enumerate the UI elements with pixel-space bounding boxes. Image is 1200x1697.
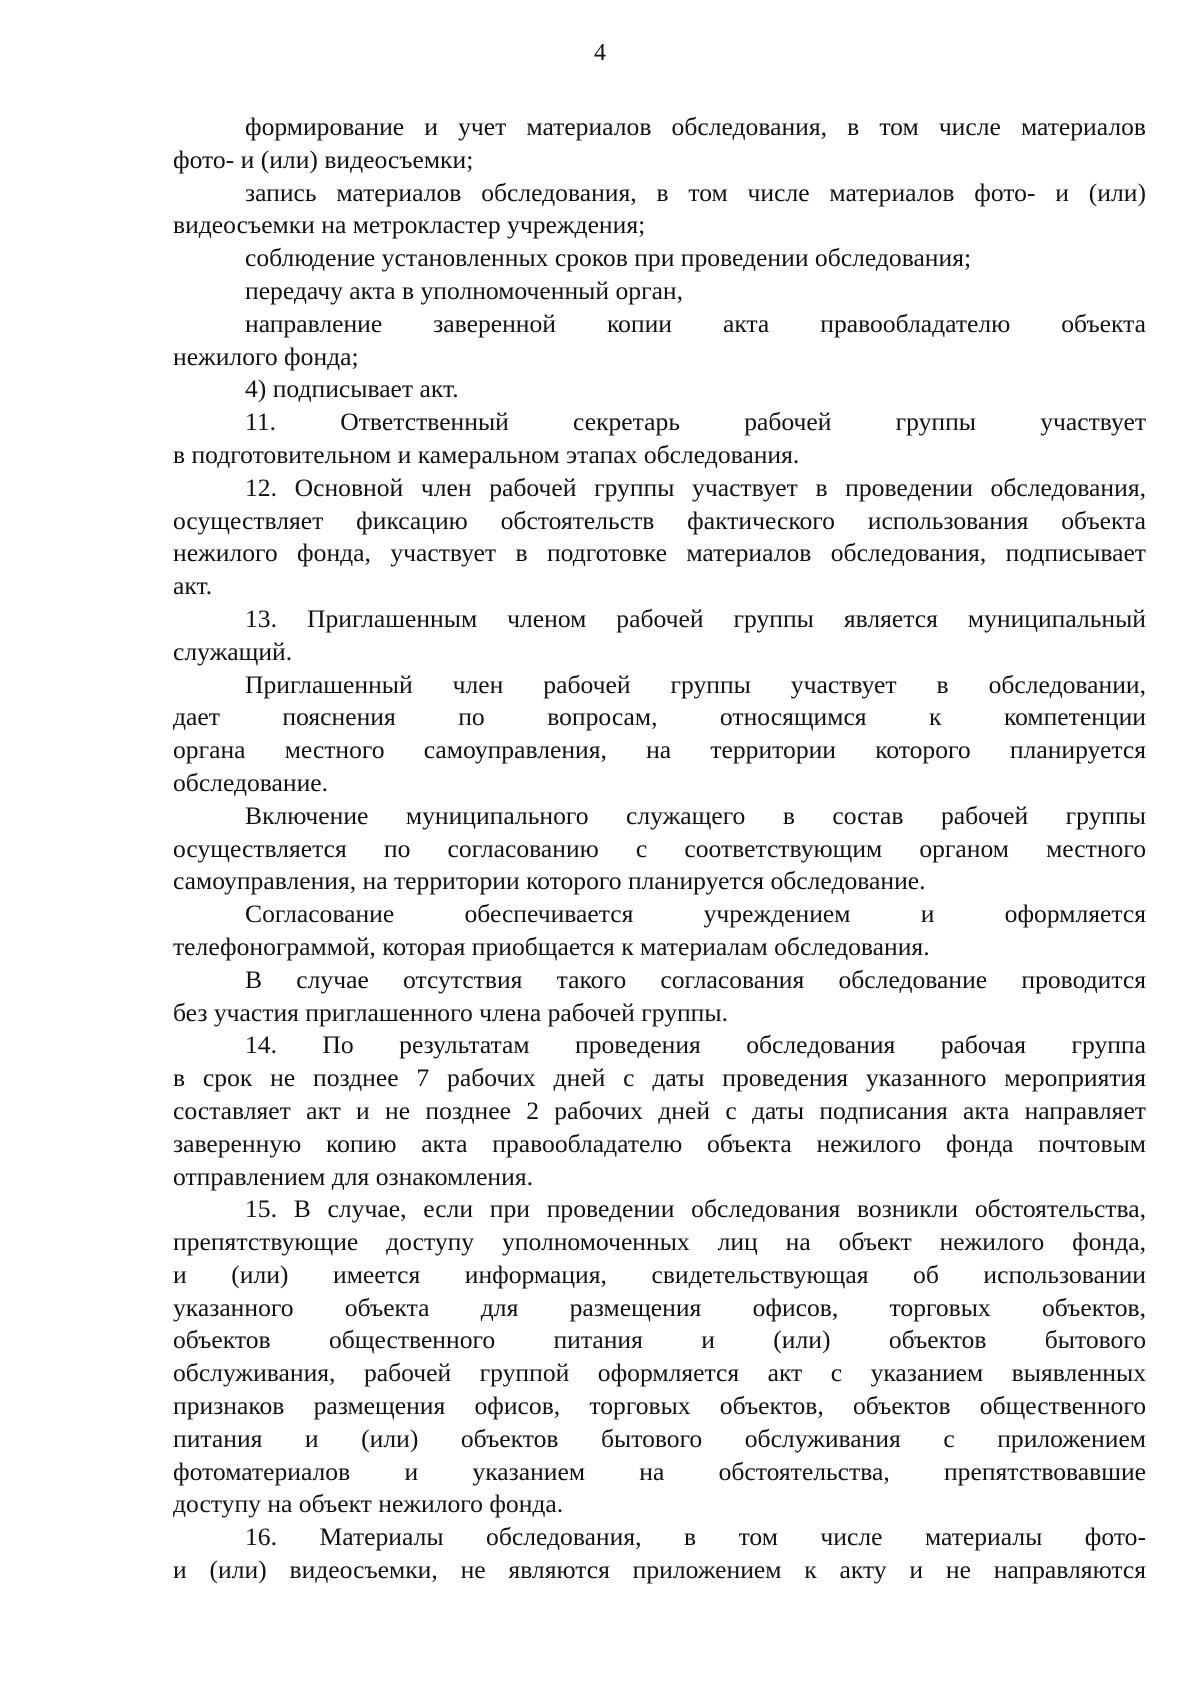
text-line: служащий. xyxy=(173,636,293,666)
text-line: составляет акт и не позднее 2 рабочих дней с даты подписания акта направляет xyxy=(173,1095,1146,1125)
text-line: Приглашенный член рабочей группы участвует в обследовании, xyxy=(245,669,1146,699)
text-line: соблюдение установленных сроков при проведении обследования; xyxy=(245,243,972,273)
text-line: объектов общественного питания и (или) объектов бытового xyxy=(173,1325,1146,1355)
text-line: в подготовительном и камеральном этапах обследования. xyxy=(173,439,800,469)
text-line: нежилого фонда, участвует в подготовке материалов обследования, подписывает xyxy=(173,538,1146,568)
text-line: Согласование обеспечивается учреждением и оформляется xyxy=(245,899,1146,929)
text-line: запись материалов обследования, в том числе материалов фото- и (или) xyxy=(245,177,1146,207)
text-line: осуществляет фиксацию обстоятельств фактического использования объекта xyxy=(173,505,1146,535)
text-line: нежилого фонда; xyxy=(173,341,359,371)
text-line: самоуправления, на территории которого планируется обследование. xyxy=(173,866,926,896)
text-line: без участия приглашенного члена рабочей группы. xyxy=(173,997,728,1027)
text-line: препятствующие доступу уполномоченных лиц на объект нежилого фонда, xyxy=(173,1227,1146,1257)
text-line: указанного объекта для размещения офисов, торговых объектов, xyxy=(173,1292,1146,1322)
text-line: 13. Приглашенным членом рабочей группы является муниципальный xyxy=(245,603,1146,633)
text-line: 14. По результатам проведения обследования рабочая группа xyxy=(245,1030,1146,1060)
text-line: заверенную копию акта правообладателю объекта нежилого фонда почтовым xyxy=(173,1128,1146,1158)
text-line: передачу акта в уполномоченный орган, xyxy=(245,275,684,305)
text-line: питания и (или) объектов бытового обслуживания с приложением xyxy=(173,1423,1146,1453)
text-line: Включение муниципального служащего в состав рабочей группы xyxy=(245,800,1146,830)
text-line: обслуживания, рабочей группой оформляется акт с указанием выявленных xyxy=(173,1358,1146,1388)
text-line: фотоматериалов и указанием на обстоятельства, препятствовавшие xyxy=(173,1456,1146,1486)
text-line: 12. Основной член рабочей группы участвует в проведении обследования, xyxy=(245,472,1146,502)
text-line: В случае отсутствия такого согласования обследование проводится xyxy=(245,964,1146,994)
text-line: формирование и учет материалов обследования, в том числе материалов xyxy=(245,112,1146,141)
text-line: фото- и (или) видеосъемки; xyxy=(173,144,474,174)
text-line: отправлением для ознакомления. xyxy=(173,1161,533,1191)
text-line: доступу на объект нежилого фонда. xyxy=(173,1489,564,1519)
text-line: телефонограммой, которая приобщается к материалам обследования. xyxy=(173,931,930,961)
text-line: 11. Ответственный секретарь рабочей группы участвует xyxy=(245,407,1146,437)
text-line: дает пояснения по вопросам, относящимся к компетенции xyxy=(173,702,1146,732)
text-line: и (или) видеосъемки, не являются приложением к акту и не направляются xyxy=(173,1555,1146,1585)
text-line: 16. Материалы обследования, в том числе материалы фото- xyxy=(245,1522,1146,1552)
text-line: осуществляется по согласованию с соответствующим органом местного xyxy=(173,833,1146,863)
text-line: направление заверенной копии акта правообладателю объекта xyxy=(245,308,1146,338)
text-line: обследование. xyxy=(173,767,329,797)
text-line: признаков размещения офисов, торговых объектов, объектов общественного xyxy=(173,1391,1146,1421)
text-line: видеосъемки на метрокластер учреждения; xyxy=(173,210,646,240)
text-line: 4) подписывает акт. xyxy=(245,374,459,404)
document-body xyxy=(173,111,1146,1587)
text-line: акт. xyxy=(173,571,213,601)
text-line: в срок не позднее 7 рабочих дней с даты проведения указанного мероприятия xyxy=(173,1063,1146,1093)
text-line: органа местного самоуправления, на территории которого планируется xyxy=(173,735,1146,765)
text-line: 15. В случае, если при проведении обследования возникли обстоятельства, xyxy=(245,1194,1146,1224)
page-number: 4 xyxy=(594,40,606,66)
text-line: и (или) имеется информация, свидетельствующая об использовании xyxy=(173,1259,1146,1289)
